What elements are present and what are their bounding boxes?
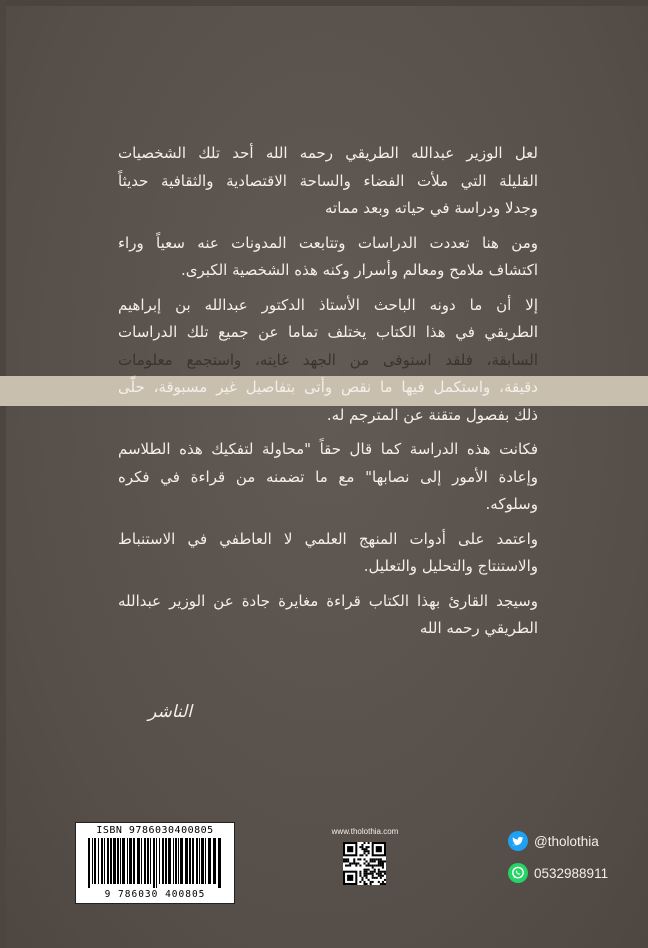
blurb-line: إلا أن ما دونه الباحث الأستاذ الدكتور عبدالله بن إبراهيم bbox=[118, 295, 538, 314]
blurb-line: وسيجد القارئ بهذا الكتاب قراءة مغايرة جادة عن الوزير عبدالله bbox=[118, 591, 538, 610]
blurb-text bbox=[118, 140, 538, 650]
barcode-icon bbox=[84, 838, 226, 888]
blurb-line: الطريقي في هذا الكتاب يختلف تماما عن جميع تلك الدراسات bbox=[118, 323, 538, 341]
blurb-line: واعتمد على أدوات المنهج العلمي لا العاطفي في الاستنباط bbox=[118, 529, 538, 548]
blurb-paragraph bbox=[118, 436, 538, 519]
publisher-signature: الناشر bbox=[148, 702, 192, 722]
blurb-paragraph bbox=[118, 526, 538, 581]
blurb-line: ومن هنا تعددت الدراسات وتتابعت المدونات عنه سعياً وراء bbox=[118, 233, 538, 252]
blurb-line: لعل الوزير عبدالله الطريقي رحمه الله أحد تلك الشخصيات bbox=[118, 144, 538, 162]
blurb-line: والاستنتاج والتحليل والتعليل. bbox=[363, 557, 538, 575]
website-url[interactable]: www.tholothia.com bbox=[331, 827, 399, 836]
blurb-line: دقيقة، واستكمل فيها ما نقص وأتى بتفاصيل غير مسبوقة، حلّى bbox=[118, 378, 538, 396]
twitter-bird-icon bbox=[508, 831, 528, 851]
qr-code-icon[interactable] bbox=[343, 842, 386, 885]
twitter-handle: @tholothia bbox=[534, 833, 599, 849]
blurb-paragraph bbox=[118, 230, 538, 285]
cover-top-edge bbox=[0, 0, 648, 6]
twitter-contact[interactable] bbox=[508, 830, 599, 852]
blurb-line: فكانت هذه الدراسة كما قال حقاً "محاولة لتفكيك هذه الطلاسم bbox=[118, 440, 538, 458]
cover-spine-edge bbox=[0, 0, 6, 948]
blurb-line: القليلة التي ملأت الفضاء والساحة الاقتصادية والثقافية حديثاً bbox=[118, 171, 538, 190]
blurb-paragraph bbox=[118, 588, 538, 643]
isbn-label: ISBN 9786030400805 bbox=[96, 825, 214, 836]
blurb-line: وإعادة الأمور إلى نصابها" مع ما تضمنه من قراءة في فكره bbox=[118, 467, 538, 486]
blurb-line: وسلوكه. bbox=[485, 495, 538, 513]
whatsapp-number: 0532988911 bbox=[534, 865, 609, 881]
blurb-line: وجدلا ودراسة في حياته وبعد مماته bbox=[324, 199, 538, 217]
whatsapp-icon bbox=[508, 863, 528, 883]
blurb-line: ذلك بفصول متقنة عن المترجم له. bbox=[326, 405, 538, 424]
blurb-paragraph bbox=[118, 292, 538, 430]
blurb-line: السابقة، فلقد استوفى من الجهد غايته، واستجمع معلومات bbox=[118, 350, 538, 369]
blurb-line: اكتشاف ملامح ومعالم وأسرار وكنه هذه الشخصية الكبرى. bbox=[180, 261, 538, 279]
isbn-digits: 9 786030 400805 bbox=[104, 889, 206, 900]
isbn-barcode bbox=[75, 822, 235, 904]
blurb-paragraph bbox=[118, 140, 538, 223]
whatsapp-contact[interactable] bbox=[508, 862, 608, 884]
blurb-line: الطريقي رحمه الله bbox=[419, 619, 538, 637]
